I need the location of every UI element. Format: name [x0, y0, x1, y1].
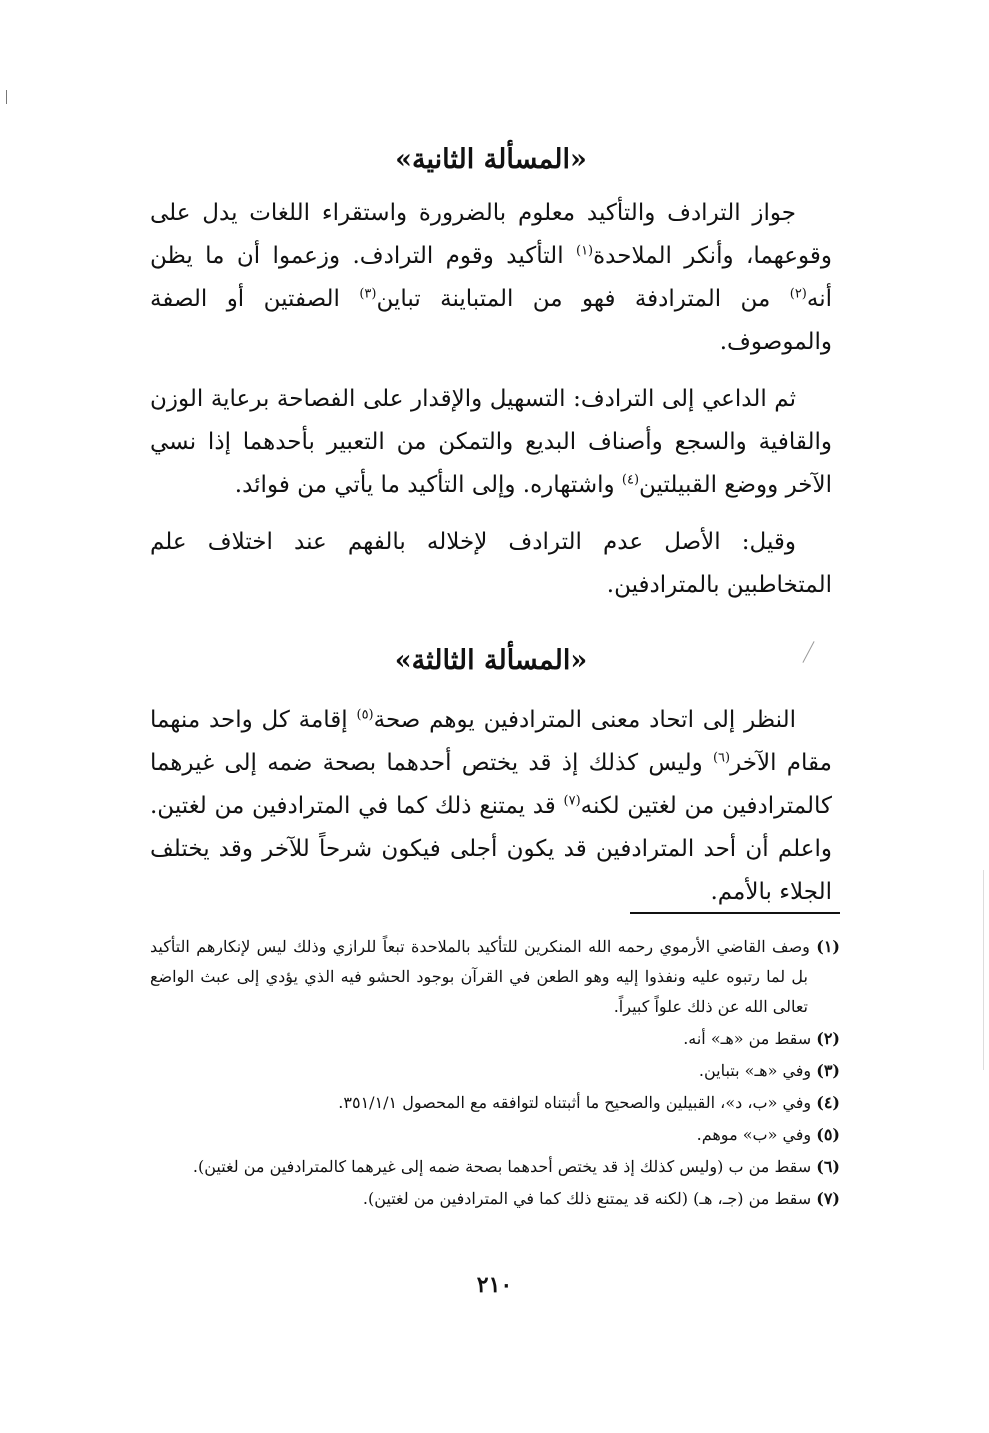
footnote-text: سقط من (جـ، هـ) (لكنه قد يمتنع ذلك كما في المترادفين من لغتين). — [362, 1189, 812, 1208]
footnote-text: وفي «ب، د»، القبيلين والصحيح ما أثبتناه لتوافقه مع المحصول ٣٥١/١/١. — [338, 1093, 812, 1112]
paragraph-text: النظر إلى اتحاد معنى المترادفين يوهم صحة — [373, 707, 796, 733]
footnotes-block — [150, 912, 840, 1216]
footnote-ref-5[interactable]: (٥) — [356, 707, 374, 723]
paragraph-text: ثم الداعي إلى الترادف: التسهيل والإقدار على الفصاحة برعاية الوزن والقافية والسجع وأصناف البديع والتمكن من التعبير بأحدهما إذا نسي الآخر ووضع القبيلتين — [150, 386, 832, 498]
paragraph-synonymy-permissibility — [150, 192, 832, 364]
footnote-ref-4[interactable]: (٤) — [621, 472, 640, 488]
footnote-number: (٧) — [816, 1189, 840, 1208]
footnote-ref-3[interactable]: (٣) — [359, 286, 377, 302]
section-heading-third-issue: «المسألة الثالثة» — [394, 645, 588, 676]
footnote-number: (٥) — [816, 1125, 840, 1144]
footnote-6 — [150, 1152, 840, 1182]
footnote-separator — [630, 912, 840, 914]
footnote-ref-7[interactable]: (٧) — [563, 793, 581, 809]
footnote-number: (٦) — [816, 1157, 840, 1176]
paragraph-text: جواز الترادف والتأكيد معلوم بالضرورة واستقراء اللغات يدل على وقوعهما، وأنكر الملاحدة — [150, 200, 832, 269]
footnote-ref-1[interactable]: (١) — [575, 243, 594, 259]
footnote-text: وصف القاضي الأرموي رحمه الله المنكرين للتأكيد بالملاحدة تبعاً للرازي وذلك ليس لإنكارهم التأكيد بل لما رتبوه عليه ونفذوا إليه وهو الطعن في القرآن بوجود الحشو فيه الذي يؤدي إلى عبث الواضع تعالى الله عن ذلك علواً كبيراً. — [150, 937, 810, 1016]
footnote-ref-2[interactable]: (٢) — [789, 286, 807, 302]
footnote-5 — [150, 1120, 840, 1150]
paragraph-text: من المترادفة فهو من المتباينة تباين — [376, 286, 790, 312]
paragraph-synonymy-objection — [150, 521, 832, 607]
footnote-text: وفي «ب» موهم. — [696, 1125, 812, 1144]
paragraph-synonymy-motive — [150, 378, 832, 507]
paragraph-text: واشتهاره. وإلى التأكيد ما يأتي من فوائد. — [234, 472, 622, 498]
footnote-text: وفي «هـ» بتباين. — [698, 1061, 812, 1080]
page-number: ٢١٠ — [476, 1272, 513, 1298]
footnote-text: سقط من ب (وليس كذلك إذ قد يختص أحدهما بصحة ضمه إلى غيرهما كالمترادفين من لغتين). — [192, 1157, 812, 1176]
footnote-number: (٢) — [816, 1029, 840, 1048]
footnote-1 — [150, 932, 840, 1022]
page-body — [150, 140, 832, 928]
footnote-number: (٤) — [816, 1093, 840, 1112]
paragraph-text: وقيل: الأصل عدم الترادف لإخلاله بالفهم عند اختلاف علم المتخاطبين بالمترادفين. — [150, 529, 832, 598]
footnote-number: (٣) — [816, 1061, 840, 1080]
footnote-number: (١) — [816, 937, 840, 956]
paragraph-text: التأكيد وقوم الترادف. وزعموا أن ما يظن أنه — [150, 243, 832, 312]
section-heading-second-issue: «المسألة الثانية» — [395, 144, 587, 175]
paragraph-synonym-substitution — [150, 699, 832, 914]
scan-edge-mark — [6, 90, 7, 104]
scan-edge-shadow — [983, 870, 984, 1070]
footnote-3 — [150, 1056, 840, 1086]
footnote-text: سقط من «هـ» أنه. — [683, 1029, 812, 1048]
footnote-4 — [150, 1088, 840, 1118]
paragraph-text: الصفتين أو الصفة والموصوف. — [150, 286, 832, 355]
paragraph-text: قد يمتنع ذلك كما في المترادفين من لغتين. واعلم أن أحد المترادفين قد يكون أجلى فيكون شرحاً للآخر وقد يختلف الجلاء بالأمم. — [150, 793, 832, 905]
footnote-ref-6[interactable]: (٦) — [712, 750, 731, 766]
footnote-2 — [150, 1024, 840, 1054]
paragraph-text: وليس كذلك إذ قد يختص أحدهما بصحة ضمه إلى غيرهما كالمترادفين من لغتين لكنه — [150, 750, 832, 819]
paragraph-text: إقامة كل واحد منهما مقام الآخر — [150, 707, 832, 776]
footnote-7 — [150, 1184, 840, 1214]
